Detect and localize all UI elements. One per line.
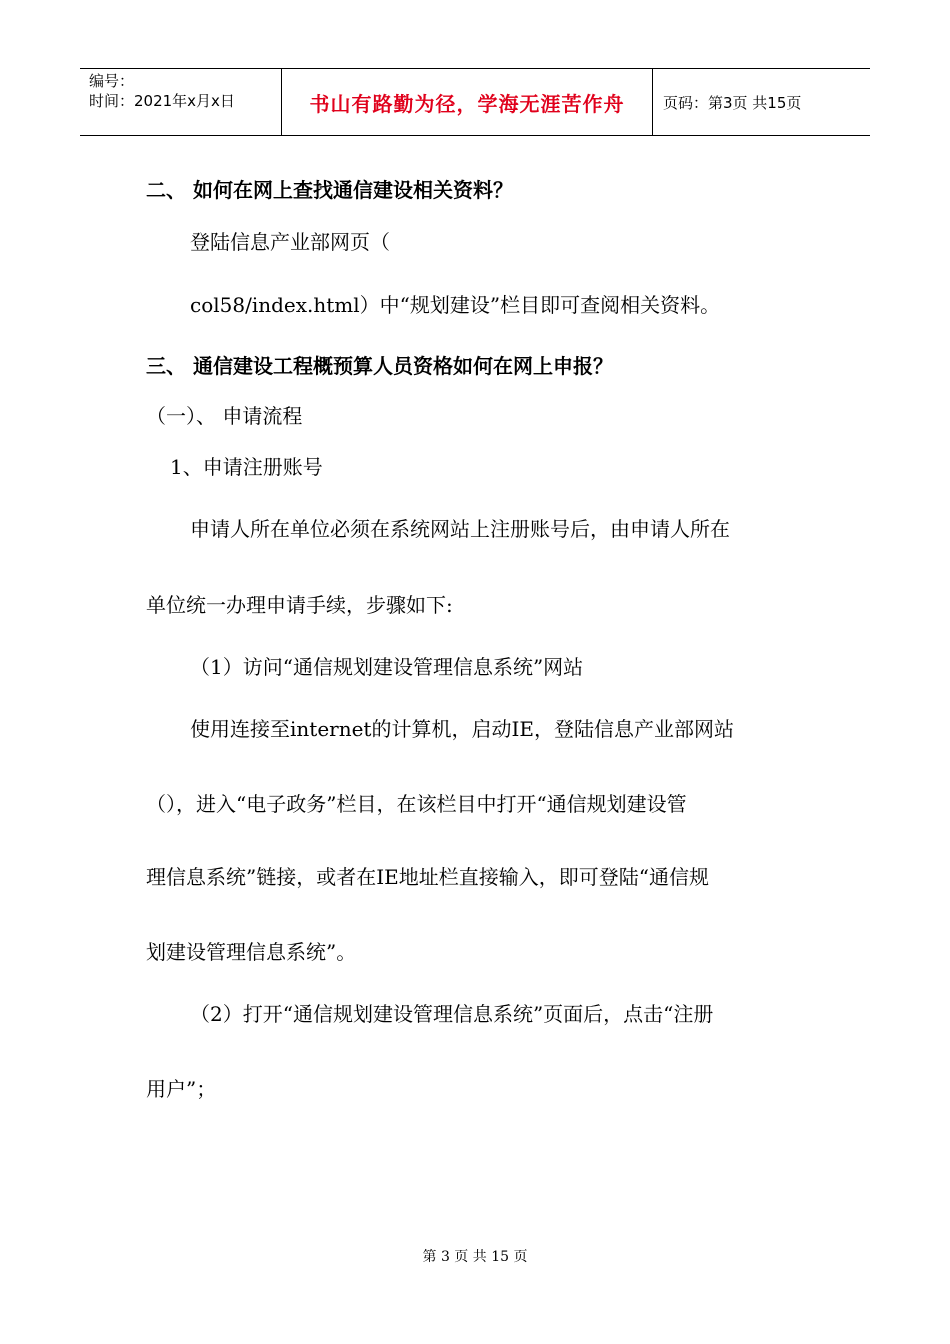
- header-page-info: 页码：第3页 共15页: [663, 93, 802, 112]
- item-heading: 1、申请注册账号: [170, 455, 323, 479]
- page-footer: 第 3 页 共 15 页: [422, 1249, 528, 1265]
- paragraph-line: 申请人所在单位必须在系统网站上注册账号后，由申请人所在: [190, 517, 730, 541]
- paragraph-line: 理信息系统”链接，或者在IE地址栏直接输入，即可登陆“通信规: [146, 865, 709, 889]
- document-number-label: 编号：: [89, 72, 135, 90]
- document-date-label: 时间：2021年x月x日: [89, 92, 235, 110]
- paragraph-line: 用户”；: [146, 1077, 217, 1101]
- step-heading: （1）访问“通信规划建设管理信息系统”网站: [190, 655, 584, 679]
- section-heading: 三、 通信建设工程概预算人员资格如何在网上申报？: [146, 354, 613, 378]
- section-heading: 二、 如何在网上查找通信建设相关资料？: [146, 178, 513, 202]
- document-header: [80, 68, 870, 136]
- paragraph-line: 使用连接至internet的计算机，启动IE，登陆信息产业部网站: [190, 717, 734, 741]
- paragraph-line: col58/index.html）中“规划建设”栏目即可查阅相关资料。: [190, 293, 721, 317]
- header-meta-cell: [80, 69, 282, 135]
- header-motto-cell: [282, 69, 653, 135]
- paragraph-line: 单位统一办理申请手续，步骤如下:: [146, 593, 453, 617]
- paragraph-line: 划建设管理信息系统”。: [146, 940, 357, 964]
- header-page-cell: [653, 69, 870, 135]
- paragraph-line: （），进入“电子政务”栏目，在该栏目中打开“通信规划建设管: [146, 792, 687, 816]
- subsection-heading: （一）、 申请流程: [146, 404, 303, 428]
- header-motto: 书山有路勤为径，学海无涯苦作舟: [309, 91, 625, 116]
- paragraph-line: 登陆信息产业部网页（: [190, 230, 390, 254]
- step-heading: （2）打开“通信规划建设管理信息系统”页面后，点击“注册: [190, 1002, 714, 1026]
